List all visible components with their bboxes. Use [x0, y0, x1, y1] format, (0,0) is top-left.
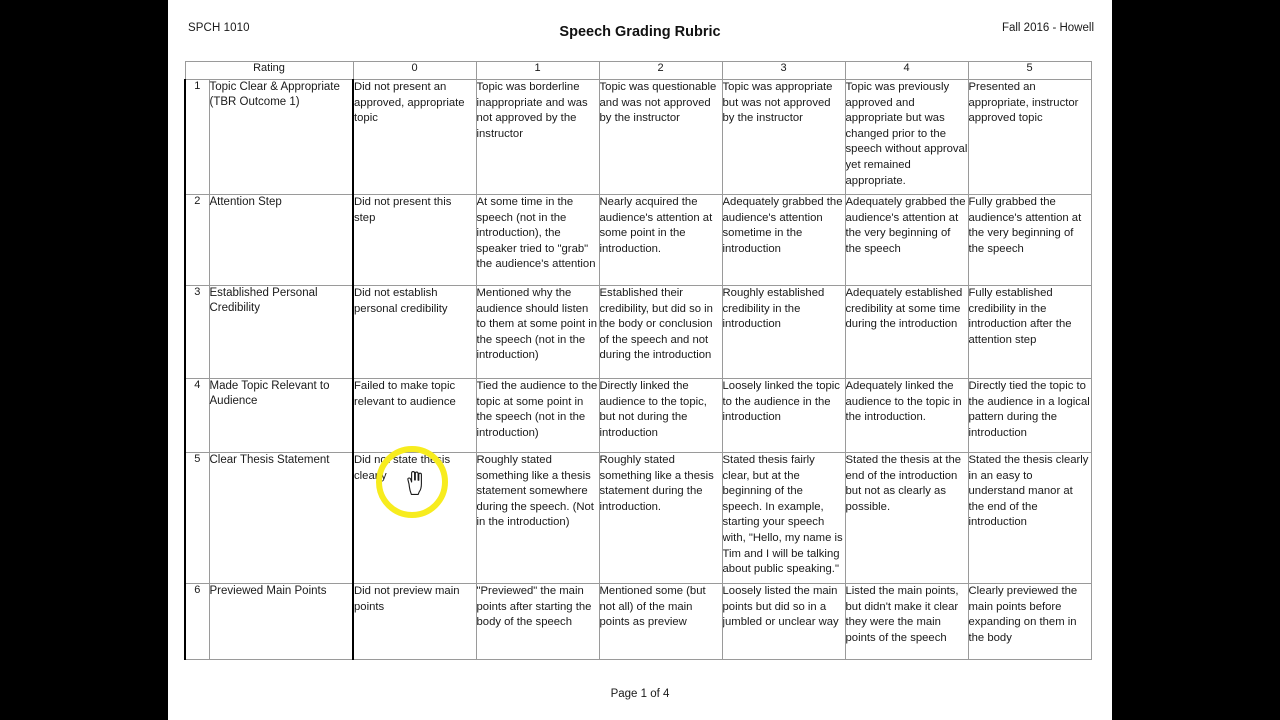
cell-level-3[interactable]: Adequately grabbed the audience's attention sometime in the introduction — [722, 195, 845, 286]
cell-level-3[interactable]: Loosely linked the topic to the audience in the introduction — [722, 379, 845, 453]
page-title: Speech Grading Rubric — [559, 24, 721, 40]
page-footer: Page 1 of 4 — [610, 688, 670, 700]
cell-level-5[interactable]: Stated the thesis clearly in an easy to understand manor at the end of the introduction — [968, 453, 1091, 584]
rating-header-label: Rating — [185, 62, 353, 80]
rating-scale-5: 5 — [968, 62, 1091, 80]
cell-level-5[interactable]: Presented an appropriate, instructor approved topic — [968, 80, 1091, 195]
cell-level-0[interactable]: Did not present an approved, appropriate topic — [353, 80, 476, 195]
cell-level-4[interactable]: Listed the main points, but didn't make it clear they were the main points of the speech — [845, 584, 968, 660]
term-instructor: Fall 2016 - Howell — [1001, 22, 1094, 34]
cell-level-2[interactable]: Nearly acquired the audience's attention at some point in the introduction. — [599, 195, 722, 286]
row-number: 5 — [185, 453, 209, 584]
cell-level-3[interactable]: Loosely listed the main points but did so in a jumbled or unclear way — [722, 584, 845, 660]
cell-level-0[interactable]: Failed to make topic relevant to audience — [353, 379, 476, 453]
rating-scale-3: 3 — [722, 62, 845, 80]
row-criterion: Made Topic Relevant to Audience — [209, 379, 353, 453]
cell-level-2[interactable]: Roughly stated something like a thesis statement during the introduction. — [599, 453, 722, 584]
cell-level-1[interactable]: At some time in the speech (not in the introduction), the speaker tried to "grab" the audience's attention — [476, 195, 599, 286]
cell-level-4[interactable]: Adequately grabbed the audience's attention at the very beginning of the speech — [845, 195, 968, 286]
cell-level-0[interactable]: Did not establish personal credibility — [353, 286, 476, 379]
cell-level-1[interactable]: Topic was borderline inappropriate and was not approved by the instructor — [476, 80, 599, 195]
cell-level-0[interactable]: Did not state thesis clearly — [353, 453, 476, 584]
cell-level-2[interactable]: Directly linked the audience to the topic, but not during the introduction — [599, 379, 722, 453]
cell-level-2[interactable]: Mentioned some (but not all) of the main points as preview — [599, 584, 722, 660]
row-criterion: Previewed Main Points — [209, 584, 353, 660]
row-number: 6 — [185, 584, 209, 660]
row-number: 2 — [185, 195, 209, 286]
cell-level-1[interactable]: Tied the audience to the topic at some point in the speech (not in the introduction) — [476, 379, 599, 453]
cell-level-5[interactable]: Directly tied the topic to the audience in a logical pattern during the introduction — [968, 379, 1091, 453]
cell-level-1[interactable]: Mentioned why the audience should listen to them at some point in the speech (not in the introduction) — [476, 286, 599, 379]
cell-level-0[interactable]: Did not present this step — [353, 195, 476, 286]
cell-level-5[interactable]: Fully established credibility in the introduction after the attention step — [968, 286, 1091, 379]
cell-level-4[interactable]: Adequately established credibility at some time during the introduction — [845, 286, 968, 379]
cell-level-1[interactable]: "Previewed" the main points after starting the body of the speech — [476, 584, 599, 660]
cell-level-5[interactable]: Fully grabbed the audience's attention at the very beginning of the speech — [968, 195, 1091, 286]
cell-level-1[interactable]: Roughly stated something like a thesis statement somewhere during the speech. (Not in the introduction) — [476, 453, 599, 584]
table-row — [185, 379, 1091, 453]
row-criterion: Clear Thesis Statement — [209, 453, 353, 584]
rating-scale-4: 4 — [845, 62, 968, 80]
rubric-table — [184, 61, 1092, 660]
cell-level-0[interactable]: Did not preview main points — [353, 584, 476, 660]
row-number: 3 — [185, 286, 209, 379]
document-page — [168, 0, 1112, 720]
course-code: SPCH 1010 — [188, 22, 250, 34]
cell-level-4[interactable]: Stated the thesis at the end of the introduction but not as clearly as possible. — [845, 453, 968, 584]
cell-level-4[interactable]: Adequately linked the audience to the topic in the introduction. — [845, 379, 968, 453]
table-row — [185, 80, 1091, 195]
row-criterion: Attention Step — [209, 195, 353, 286]
row-number: 4 — [185, 379, 209, 453]
document-header — [168, 18, 1112, 52]
table-row — [185, 286, 1091, 379]
cell-level-3[interactable]: Roughly established credibility in the introduction — [722, 286, 845, 379]
rating-scale-0: 0 — [353, 62, 476, 80]
cell-level-2[interactable]: Established their credibility, but did so in the body or conclusion of the speech and not during the introduction — [599, 286, 722, 379]
rating-scale-1: 1 — [476, 62, 599, 80]
cell-level-2[interactable]: Topic was questionable and was not approved by the instructor — [599, 80, 722, 195]
cell-level-4[interactable]: Topic was previously approved and appropriate but was changed prior to the speech without approval yet remained appropriate. — [845, 80, 968, 195]
row-criterion: Topic Clear & Appropriate (TBR Outcome 1) — [209, 80, 353, 195]
table-row — [185, 195, 1091, 286]
rating-scale-2: 2 — [599, 62, 722, 80]
table-row — [185, 453, 1091, 584]
row-criterion: Established Personal Credibility — [209, 286, 353, 379]
cell-level-3[interactable]: Topic was appropriate but was not approved by the instructor — [722, 80, 845, 195]
table-row — [185, 584, 1091, 660]
cell-level-5[interactable]: Clearly previewed the main points before expanding on them in the body — [968, 584, 1091, 660]
cell-level-3[interactable]: Stated thesis fairly clear, but at the beginning of the speech. In example, starting your speech with, "Hello, my name is Tim and I will be talking about public speaking." — [722, 453, 845, 584]
row-number: 1 — [185, 80, 209, 195]
rating-scale-header-row — [185, 62, 1091, 80]
